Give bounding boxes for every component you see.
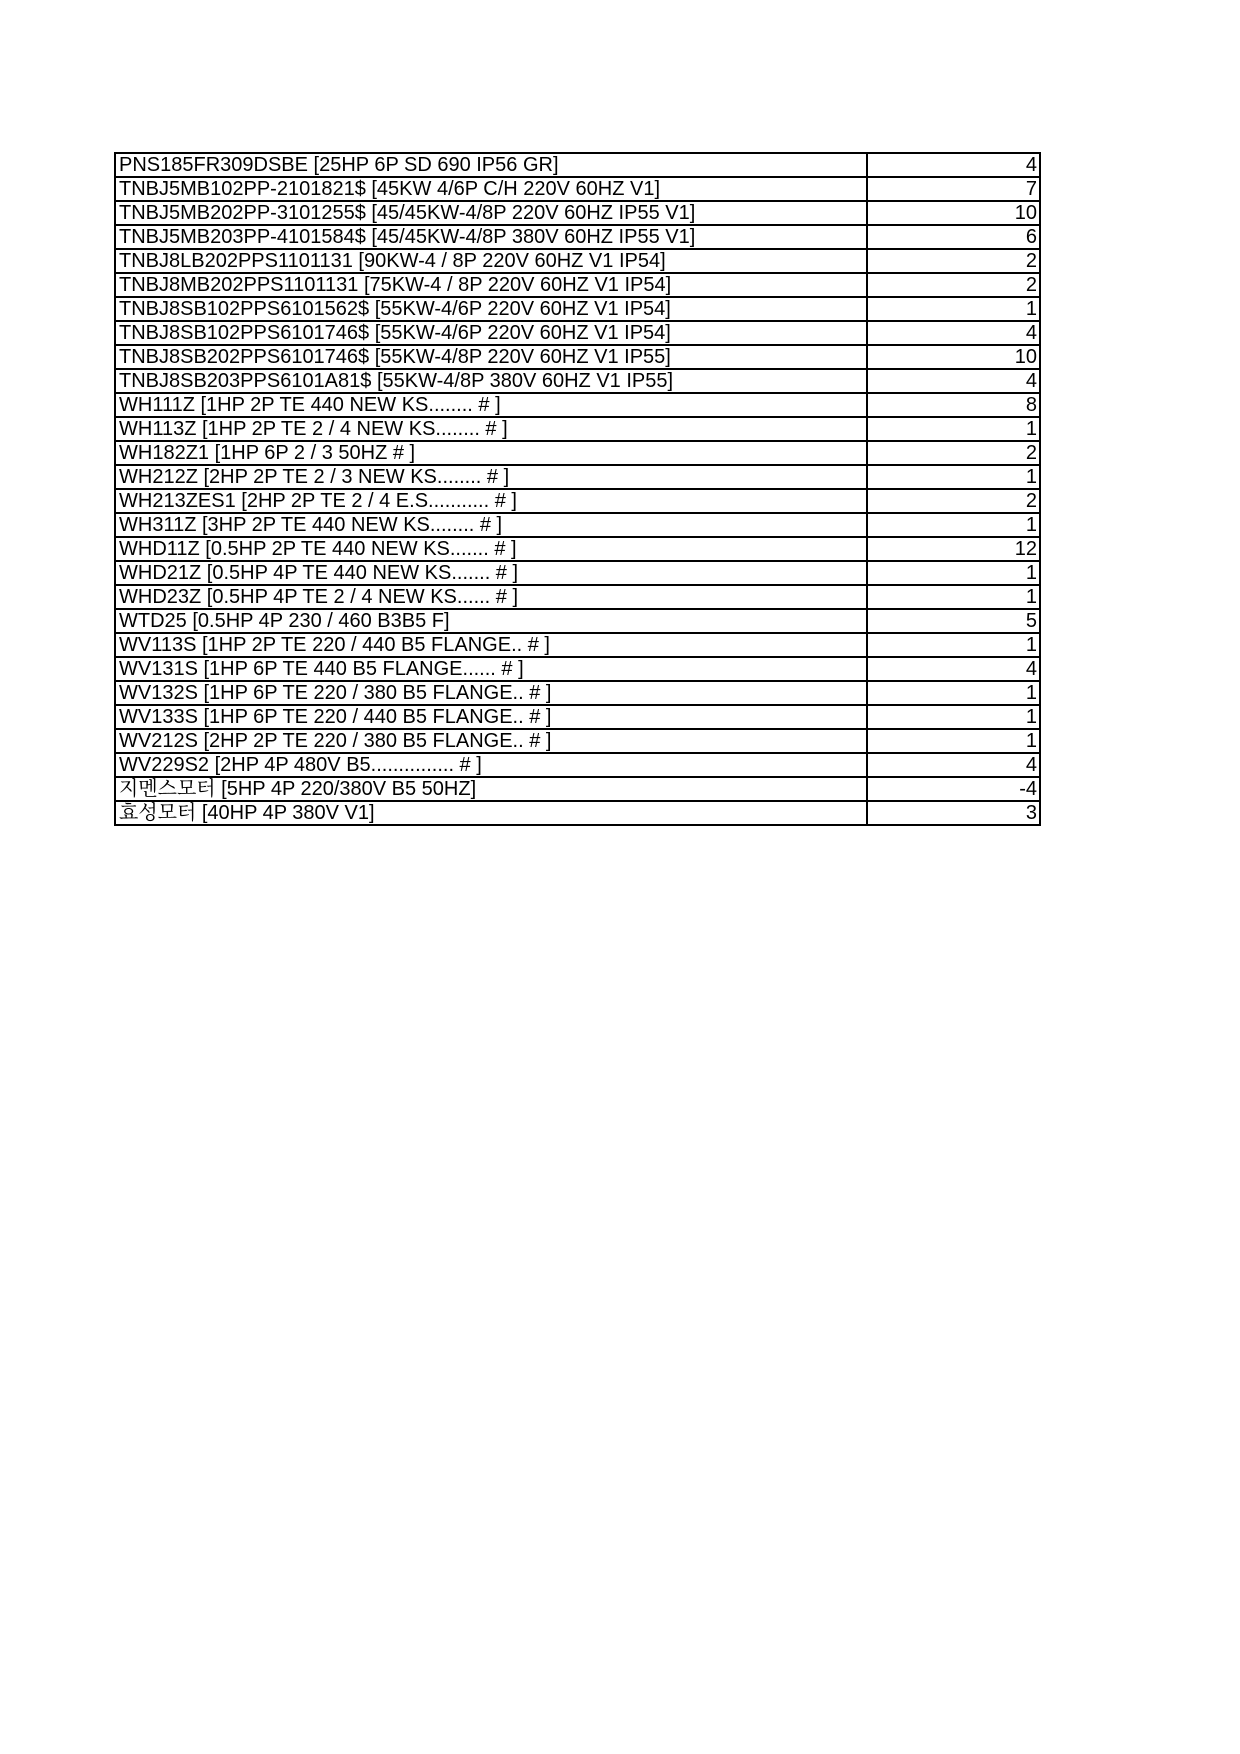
table-row: [115, 225, 1040, 249]
item-description-cell: TNBJ8MB202PPS1101131 [75KW-4 / 8P 220V 60HZ V1 IP54]: [115, 273, 867, 297]
table-row: [115, 561, 1040, 585]
item-description-cell: WV133S [1HP 6P TE 220 / 440 B5 FLANGE.. # ]: [115, 705, 867, 729]
item-description-cell: TNBJ8LB202PPS1101131 [90KW-4 / 8P 220V 60HZ V1 IP54]: [115, 249, 867, 273]
table-row: [115, 297, 1040, 321]
item-description-cell: WV131S [1HP 6P TE 440 B5 FLANGE...... # ]: [115, 657, 867, 681]
item-description-cell: WH113Z [1HP 2P TE 2 / 4 NEW KS........ # ]: [115, 417, 867, 441]
table-row: [115, 153, 1040, 177]
quantity-cell: 4: [867, 153, 1040, 177]
quantity-cell: 1: [867, 465, 1040, 489]
quantity-cell: 4: [867, 321, 1040, 345]
inventory-table-body: [115, 153, 1040, 825]
item-description-cell: WH212Z [2HP 2P TE 2 / 3 NEW KS........ # ]: [115, 465, 867, 489]
item-description-cell: WV212S [2HP 2P TE 220 / 380 B5 FLANGE.. # ]: [115, 729, 867, 753]
table-row: [115, 537, 1040, 561]
table-row: [115, 441, 1040, 465]
table-row: [115, 657, 1040, 681]
item-description-cell: WV132S [1HP 6P TE 220 / 380 B5 FLANGE.. # ]: [115, 681, 867, 705]
quantity-cell: 2: [867, 249, 1040, 273]
item-description-cell: WH182Z1 [1HP 6P 2 / 3 50HZ # ]: [115, 441, 867, 465]
item-description-cell: WH213ZES1 [2HP 2P TE 2 / 4 E.S........... # ]: [115, 489, 867, 513]
table-row: [115, 801, 1040, 825]
table-row: [115, 345, 1040, 369]
quantity-cell: 1: [867, 729, 1040, 753]
item-description-cell: 효성모터 [40HP 4P 380V V1]: [115, 801, 867, 825]
table-row: [115, 393, 1040, 417]
table-row: [115, 177, 1040, 201]
item-description-cell: WHD23Z [0.5HP 4P TE 2 / 4 NEW KS...... # ]: [115, 585, 867, 609]
quantity-cell: 1: [867, 297, 1040, 321]
quantity-cell: -4: [867, 777, 1040, 801]
quantity-cell: 3: [867, 801, 1040, 825]
inventory-table: [114, 152, 1041, 826]
quantity-cell: 1: [867, 585, 1040, 609]
item-description-cell: WH111Z [1HP 2P TE 440 NEW KS........ # ]: [115, 393, 867, 417]
table-row: [115, 681, 1040, 705]
item-description-cell: TNBJ8SB203PPS6101A81$ [55KW-4/8P 380V 60HZ V1 IP55]: [115, 369, 867, 393]
quantity-cell: 2: [867, 489, 1040, 513]
quantity-cell: 10: [867, 345, 1040, 369]
table-row: [115, 321, 1040, 345]
quantity-cell: 4: [867, 657, 1040, 681]
item-description-cell: TNBJ8SB102PPS6101746$ [55KW-4/6P 220V 60HZ V1 IP54]: [115, 321, 867, 345]
item-description-cell: WV113S [1HP 2P TE 220 / 440 B5 FLANGE.. # ]: [115, 633, 867, 657]
quantity-cell: 2: [867, 441, 1040, 465]
table-row: [115, 729, 1040, 753]
table-row: [115, 753, 1040, 777]
quantity-cell: 6: [867, 225, 1040, 249]
item-description-cell: TNBJ5MB102PP-2101821$ [45KW 4/6P C/H 220V 60HZ V1]: [115, 177, 867, 201]
item-description-cell: TNBJ8SB202PPS6101746$ [55KW-4/8P 220V 60HZ V1 IP55]: [115, 345, 867, 369]
item-description-cell: WH311Z [3HP 2P TE 440 NEW KS........ # ]: [115, 513, 867, 537]
item-description-cell: TNBJ8SB102PPS6101562$ [55KW-4/6P 220V 60HZ V1 IP54]: [115, 297, 867, 321]
quantity-cell: 1: [867, 633, 1040, 657]
quantity-cell: 4: [867, 753, 1040, 777]
quantity-cell: 2: [867, 273, 1040, 297]
item-description-cell: WHD11Z [0.5HP 2P TE 440 NEW KS....... # ]: [115, 537, 867, 561]
quantity-cell: 1: [867, 561, 1040, 585]
item-description-cell: PNS185FR309DSBE [25HP 6P SD 690 IP56 GR]: [115, 153, 867, 177]
item-description-cell: 지멘스모터 [5HP 4P 220/380V B5 50HZ]: [115, 777, 867, 801]
table-row: [115, 489, 1040, 513]
quantity-cell: 1: [867, 681, 1040, 705]
quantity-cell: 12: [867, 537, 1040, 561]
table-row: [115, 465, 1040, 489]
table-row: [115, 513, 1040, 537]
quantity-cell: 7: [867, 177, 1040, 201]
quantity-cell: 5: [867, 609, 1040, 633]
table-row: [115, 609, 1040, 633]
table-row: [115, 201, 1040, 225]
item-description-cell: WHD21Z [0.5HP 4P TE 440 NEW KS....... # ]: [115, 561, 867, 585]
table-row: [115, 633, 1040, 657]
quantity-cell: 1: [867, 513, 1040, 537]
quantity-cell: 8: [867, 393, 1040, 417]
table-row: [115, 417, 1040, 441]
table-row: [115, 249, 1040, 273]
quantity-cell: 1: [867, 417, 1040, 441]
item-description-cell: TNBJ5MB203PP-4101584$ [45/45KW-4/8P 380V 60HZ IP55 V1]: [115, 225, 867, 249]
table-row: [115, 369, 1040, 393]
item-description-cell: WV229S2 [2HP 4P 480V B5............... # ]: [115, 753, 867, 777]
quantity-cell: 10: [867, 201, 1040, 225]
item-description-cell: TNBJ5MB202PP-3101255$ [45/45KW-4/8P 220V 60HZ IP55 V1]: [115, 201, 867, 225]
table-row: [115, 585, 1040, 609]
table-row: [115, 273, 1040, 297]
quantity-cell: 1: [867, 705, 1040, 729]
quantity-cell: 4: [867, 369, 1040, 393]
item-description-cell: WTD25 [0.5HP 4P 230 / 460 B3B5 F]: [115, 609, 867, 633]
table-row: [115, 705, 1040, 729]
table-row: [115, 777, 1040, 801]
